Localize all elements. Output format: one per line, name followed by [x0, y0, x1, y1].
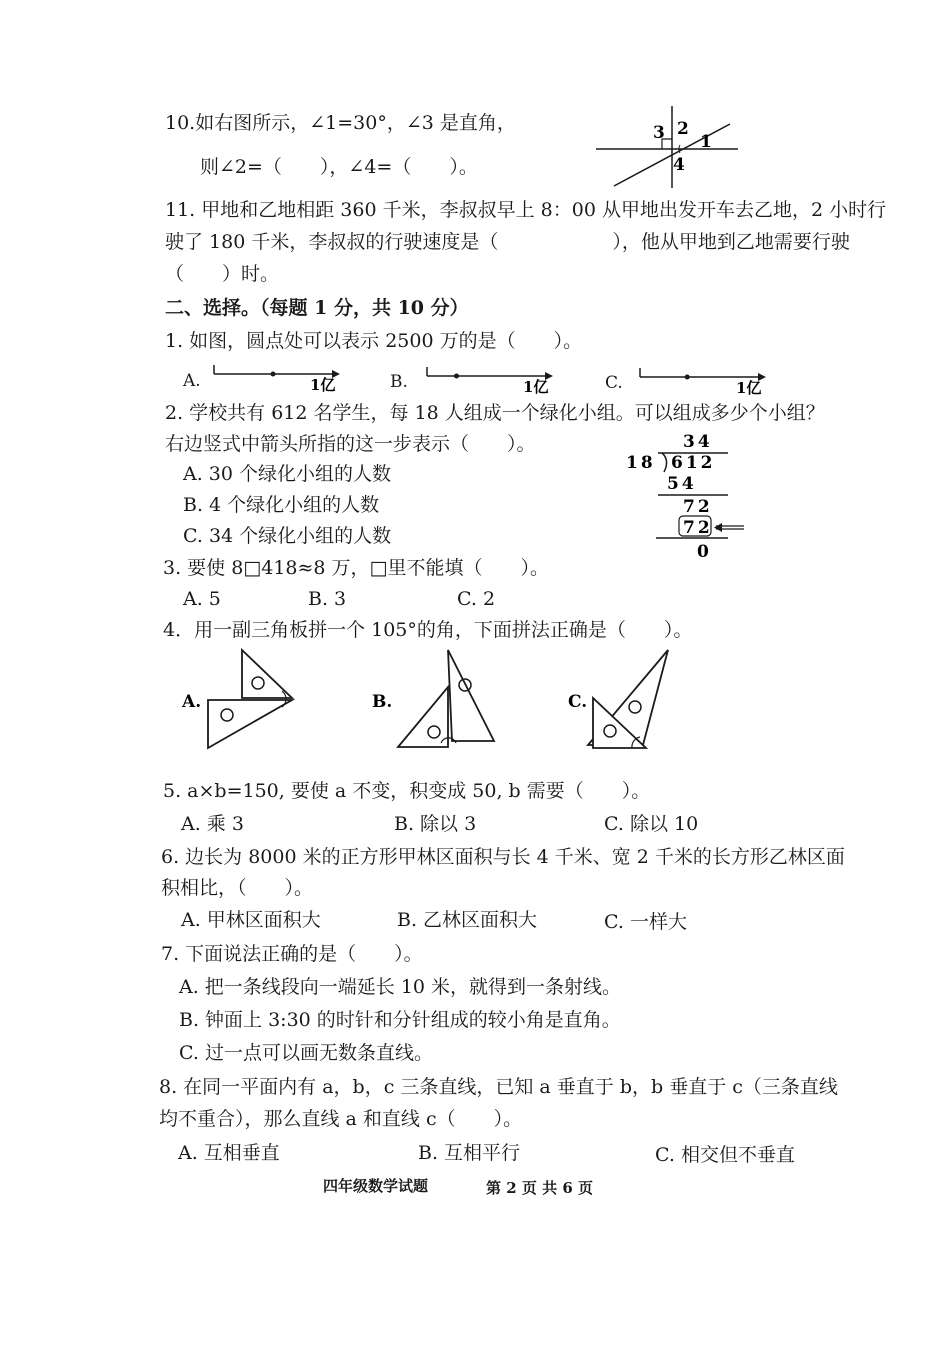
c1-question: 1. 如图，圆点处可以表示 2500 万的是（ ）。	[165, 330, 583, 352]
triangle-b-right	[448, 650, 494, 741]
c6-option-a: A. 甲林区面积大	[181, 909, 321, 931]
c1-axis-label-a: 1亿	[310, 376, 336, 394]
angle-label-1: 1	[700, 132, 712, 152]
c7-question: 7. 下面说法正确的是（ ）。	[161, 943, 423, 965]
division-divisor: 18	[626, 453, 656, 473]
triangle-b-left	[398, 687, 448, 747]
division-step2: 72	[683, 497, 713, 517]
c1-option-c: C.	[605, 373, 623, 393]
c4-label-b: B.	[372, 692, 393, 712]
c2-option-b: B. 4 个绿化小组的人数	[183, 494, 380, 516]
c1-option-b: B.	[390, 372, 408, 392]
triangle-a-upper	[242, 650, 292, 698]
c4-label-c: C.	[568, 692, 588, 712]
c8-line1: 8. 在同一平面内有 a，b，c 三条直线，已知 a 垂直于 b，b 垂直于 c（三条直线	[159, 1076, 838, 1098]
pointer-arrow-icon	[714, 523, 744, 532]
c8-option-b: B. 互相平行	[418, 1142, 521, 1164]
c5-option-b: B. 除以 3	[394, 813, 477, 835]
footer-title: 四年级数学试题	[323, 1177, 429, 1195]
c1-option-a: A.	[183, 371, 201, 391]
footer-page-number: 第 2 页 共 6 页	[486, 1179, 593, 1197]
q10-angle-figure	[590, 102, 750, 192]
q10-line2: 则∠2=（ ），∠4=（ ）。	[200, 156, 478, 178]
c8-line2: 均不重合），那么直线 a 和直线 c（ ）。	[159, 1108, 523, 1130]
c5-option-a: A. 乘 3	[181, 813, 244, 835]
angle-label-3: 3	[653, 123, 665, 143]
angle-label-2: 2	[677, 119, 689, 139]
long-division-figure	[620, 428, 750, 563]
c3-option-c: C. 2	[457, 588, 496, 610]
c1-dot-c	[685, 375, 690, 380]
c3-question: 3. 要使 8□418≈8 万，□里不能填（ ）。	[163, 557, 550, 579]
c1-number-line-a	[212, 362, 352, 392]
q10-line1: 10.如右图所示，∠1=30°，∠3 是直角，	[165, 112, 516, 134]
angle-label-4: 4	[673, 155, 685, 175]
q11-line3: （ ）时。	[165, 263, 280, 285]
c2-line1: 2. 学校共有 612 名学生，每 18 人组成一个绿化小组。可以组成多少个小组？	[165, 402, 825, 424]
c7-option-c: C. 过一点可以画无数条直线。	[179, 1042, 433, 1064]
c8-option-a: A. 互相垂直	[178, 1142, 280, 1164]
c6-line2: 积相比，（ ）。	[161, 877, 314, 899]
c1-axis-label-b: 1亿	[523, 378, 549, 396]
c7-option-a: A. 把一条线段向一端延长 10 米，就得到一条射线。	[179, 976, 622, 998]
c1-number-line-b	[425, 364, 565, 394]
c4-question: 4．用一副三角板拼一个 105°的角，下面拼法正确是（ ）。	[163, 619, 693, 641]
c2-option-c: C. 34 个绿化小组的人数	[183, 525, 392, 547]
c3-option-a: A. 5	[183, 588, 221, 610]
c1-number-line-c	[638, 365, 778, 395]
c3-option-b: B. 3	[308, 588, 347, 610]
c2-line2: 右边竖式中箭头所指的这一步表示（ ）。	[165, 433, 536, 455]
c5-option-c: C. 除以 10	[604, 813, 699, 835]
division-remainder: 0	[697, 542, 709, 562]
q11-line1: 11. 甲地和乙地相距 360 千米，李叔叔早上 8：00 从甲地出发开车去乙地，2 小时行	[165, 199, 887, 221]
c1-dot-b	[454, 374, 459, 379]
c5-question: 5. a×b=150, 要使 a 不变，积变成 50, b 需要（ ）。	[163, 780, 651, 802]
q11-line2: 驶了 180 千米，李叔叔的行驶速度是（ ），他从甲地到乙地需要行驶	[165, 231, 850, 253]
section-title: 二、选择。（每题 1 分，共 10 分）	[165, 297, 469, 319]
triangle-a-lower	[208, 700, 292, 748]
division-step3: 72	[683, 518, 713, 538]
c4-label-a: A.	[182, 692, 202, 712]
division-step1: 54	[667, 474, 697, 494]
c1-axis-label-c: 1亿	[736, 379, 762, 397]
c1-dot-a	[271, 372, 276, 377]
c8-option-c: C. 相交但不垂直	[655, 1144, 795, 1166]
c6-option-c: C. 一样大	[604, 911, 687, 933]
c6-option-b: B. 乙林区面积大	[397, 909, 538, 931]
c6-line1: 6. 边长为 8000 米的正方形甲林区面积与长 4 千米、宽 2 千米的长方形乙林区面	[161, 846, 845, 868]
division-dividend: 612	[671, 453, 716, 473]
division-quotient: 34	[683, 432, 713, 452]
c7-option-b: B. 钟面上 3:30 的时针和分针组成的较小角是直角。	[179, 1009, 621, 1031]
c2-option-a: A. 30 个绿化小组的人数	[183, 463, 392, 485]
set-square-figures	[178, 645, 698, 760]
